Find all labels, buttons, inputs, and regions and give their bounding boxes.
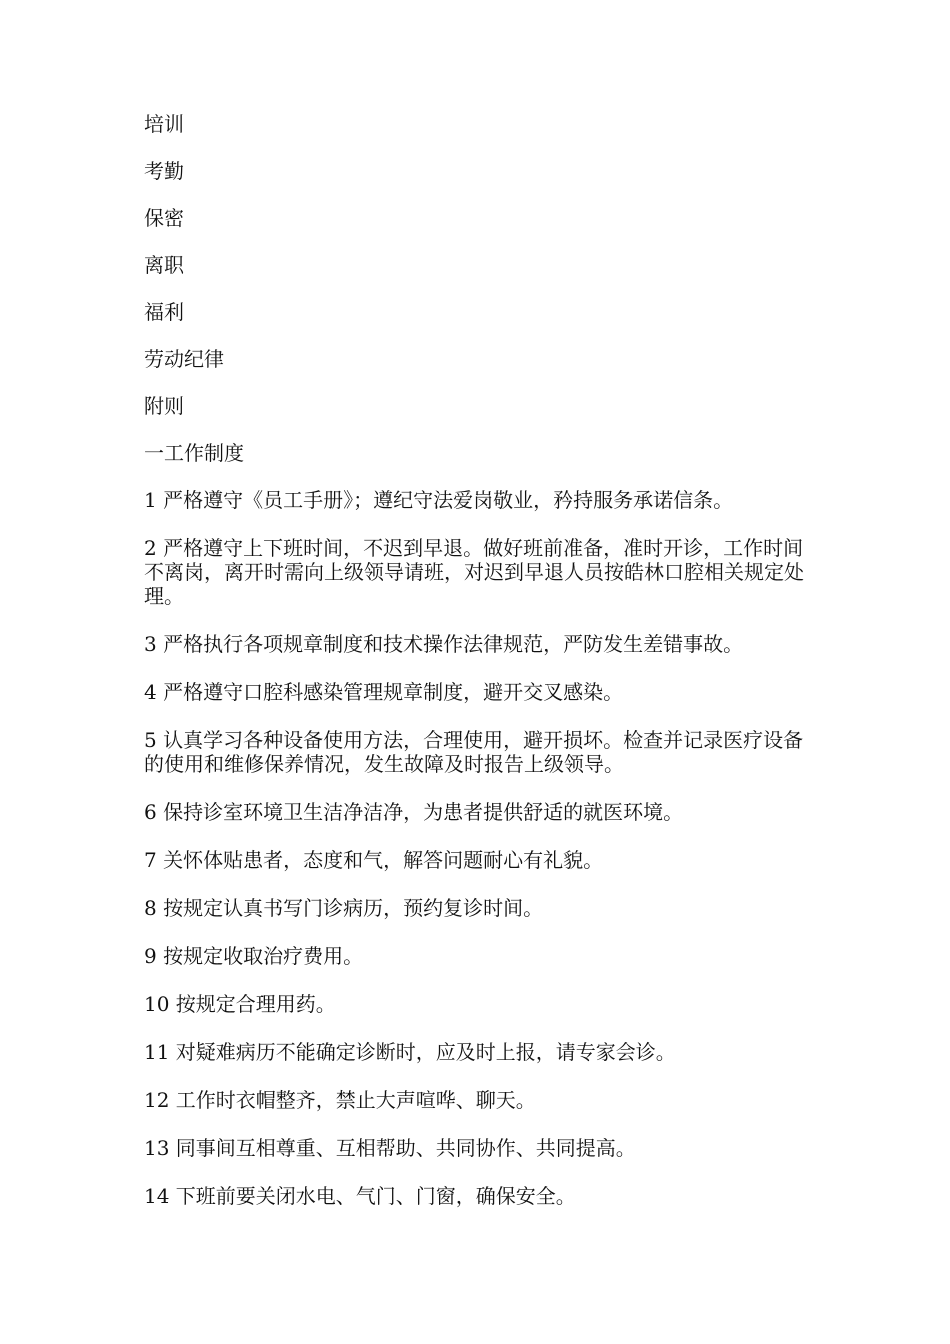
rule-item-5: 5 认真学习各种设备使用方法，合理使用，避开损坏。检查并记录医疗设备的使用和维修保养情况，发生故障及时报告上级领导。 [144, 728, 804, 776]
rule-item-6: 6 保持诊室环境卫生洁净洁净，为患者提供舒适的就医环境。 [144, 800, 684, 824]
rule-item-3: 3 严格执行各项规章制度和技术操作法律规范，严防发生差错事故。 [144, 632, 744, 656]
rule-item-4: 4 严格遵守口腔科感染管理规章制度，避开交叉感染。 [144, 680, 624, 704]
rule-item-12: 12 工作时衣帽整齐，禁止大声喧哗、聊天。 [144, 1088, 536, 1112]
document-page [144, 112, 814, 1232]
rule-item-10: 10 按规定合理用药。 [144, 992, 336, 1016]
section-title-welfare: 福利 [144, 300, 184, 324]
section-title-supplementary: 附则 [144, 394, 184, 418]
rule-item-14: 14 下班前要关闭水电、气门、门窗，确保安全。 [144, 1184, 576, 1208]
rule-item-7: 7 关怀体贴患者，态度和气，解答问题耐心有礼貌。 [144, 848, 604, 872]
section-title-training: 培训 [144, 112, 184, 136]
section-heading-work-rules: 一工作制度 [144, 441, 244, 465]
rule-item-11: 11 对疑难病历不能确定诊断时，应及时上报，请专家会诊。 [144, 1040, 676, 1064]
rule-item-1: 1 严格遵守《员工手册》；遵纪守法爱岗敬业，矜持服务承诺信条。 [144, 488, 734, 512]
section-title-attendance: 考勤 [144, 159, 184, 183]
rule-item-2: 2 严格遵守上下班时间，不迟到早退。做好班前准备，准时开诊，工作时间不离岗，离开时需向上级领导请班，对迟到早退人员按皓林口腔相关规定处理。 [144, 536, 804, 608]
rule-item-8: 8 按规定认真书写门诊病历，预约复诊时间。 [144, 896, 544, 920]
rule-item-13: 13 同事间互相尊重、互相帮助、共同协作、共同提高。 [144, 1136, 636, 1160]
section-title-resignation: 离职 [144, 253, 184, 277]
rule-item-9: 9 按规定收取治疗费用。 [144, 944, 364, 968]
section-title-labor-discipline: 劳动纪律 [144, 347, 224, 371]
section-title-confidentiality: 保密 [144, 206, 184, 230]
